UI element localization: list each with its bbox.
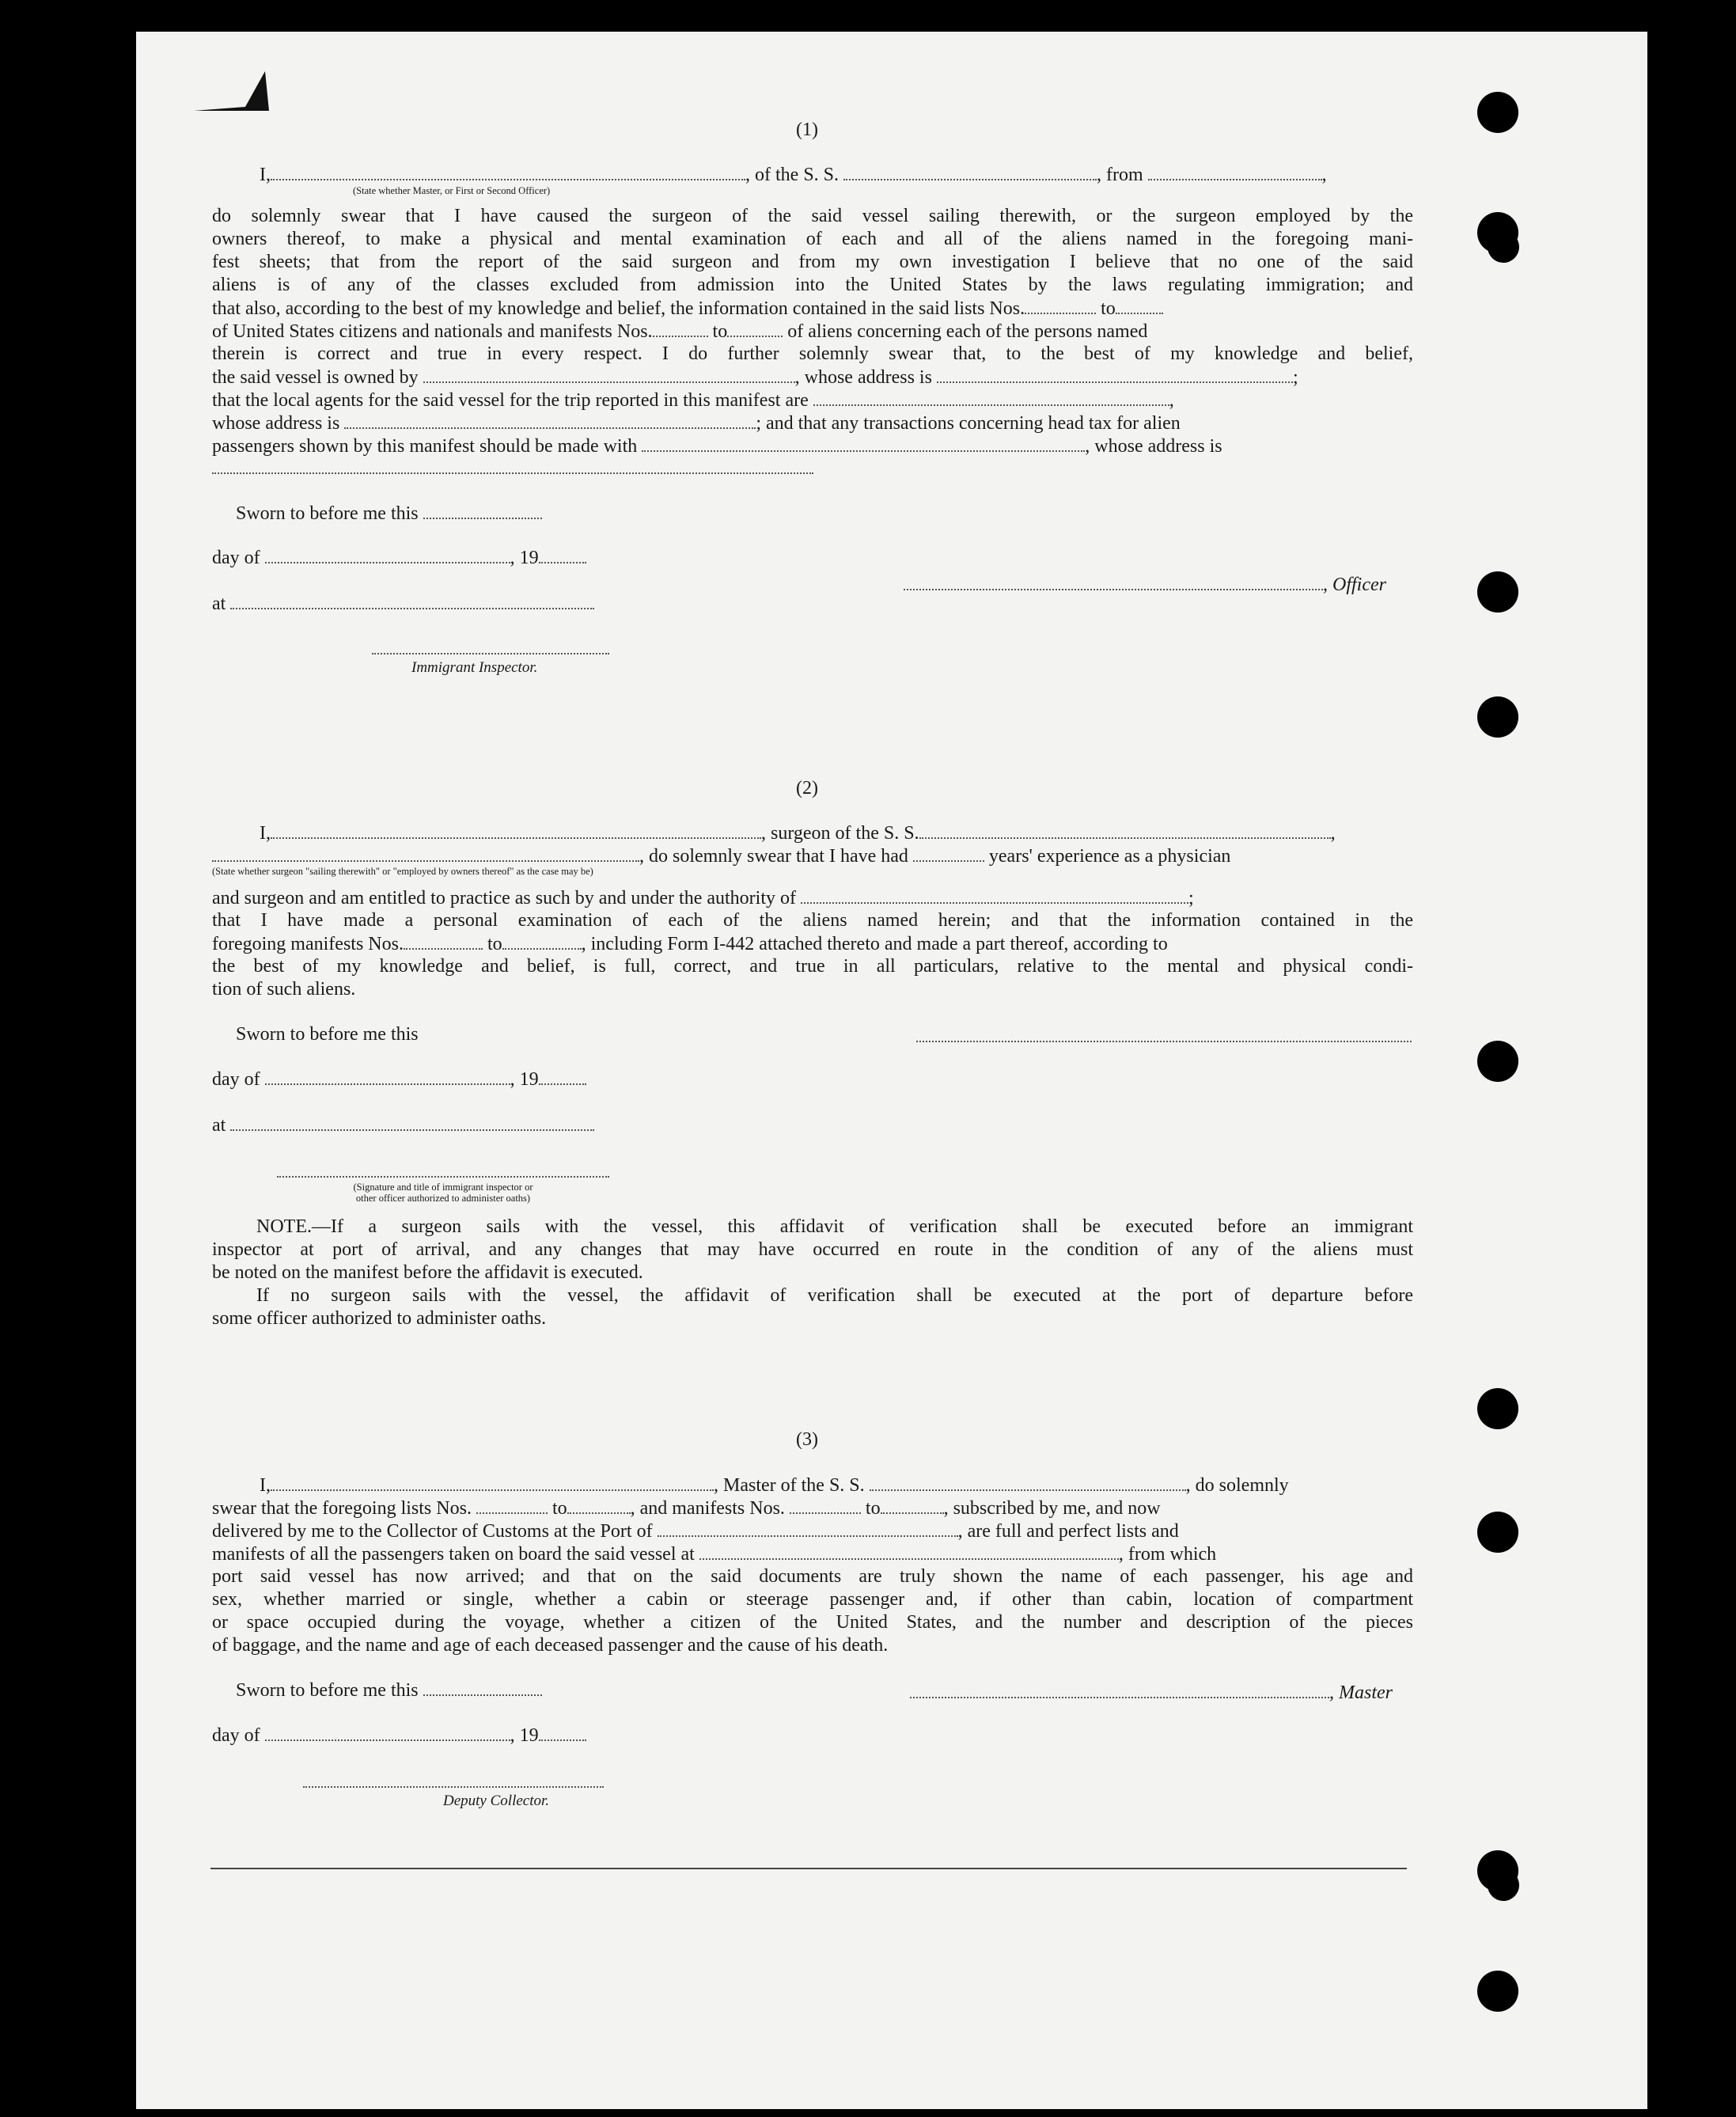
blank-line [212,472,813,474]
punch-hole [1477,1971,1518,2012]
section-2-day: day of , 19 [212,1068,586,1091]
signature-line [916,1041,1412,1042]
section-1-line: that also, according to the best of my knowledge and belief, the information contained in the said lists Nos. to [212,297,1163,321]
section-1-line: fest sheets; that from the report of the said surgeon and from my own investigation I believe that no one of the said [212,252,1413,272]
section-1-line: the said vessel is owned by , whose address is ; [212,367,1298,388]
section-2-number: (2) [796,778,818,799]
section-3-line: port said vessel has now arrived; and that on the said documents are truly shown the name of each passenger, his age and [212,1566,1413,1587]
section-1-officer: , Officer [904,573,1386,597]
section-3-day: day of , 19 [212,1724,586,1747]
section-2-line: , do solemnly swear that I have had years' experience as a physician [212,844,1230,868]
section-1-day: day of , 19 [212,546,586,570]
section-1-sworn: Sworn to before me this [236,502,542,525]
section-3-master: , Master [910,1681,1393,1705]
section-1-role-note: (State whether Master, or First or Second Officer) [353,185,551,196]
note-line: some officer authorized to administer oaths. [212,1308,547,1329]
signature-line [372,653,609,654]
punch-hole [1477,571,1518,613]
section-2-line: and surgeon and am entitled to practice as such by and under the authority of ; [212,888,1194,909]
section-1-line: whose address is ; and that any transactions concerning head tax for alien [212,413,1181,434]
note-line: If no surgeon sails with the vessel, the affidavit of verification shall be executed at the port of departure before [256,1285,1413,1306]
note-line: NOTE.—If a surgeon sails with the vessel, this affidavit of verification shall be executed before an immigrant [256,1216,1413,1237]
section-2-sworn: Sworn to before me this [236,1024,419,1045]
punch-hole [1477,696,1518,738]
section-2-line: tion of such aliens. [212,979,356,1000]
section-3-intro: I, , Master of the S. S. , do solemnly [260,1475,1289,1496]
signature-line [303,1786,604,1788]
section-1-at: at [212,592,594,616]
section-2-line: that I have made a personal examination of each of the aliens named herein; and that the information contained in the [212,910,1413,931]
section-3-line: of baggage, and the name and age of each deceased passenger and the cause of his death. [212,1635,889,1656]
section-2-intro: I, , surgeon of the S. S. , [260,823,1336,844]
section-1-line: therein is correct and true in every respect. I do further solemnly swear that, to the best of my knowledge and belief, [212,343,1413,364]
section-3-line: or space occupied during the voyage, whether a citizen of the United States, and the number and description of the pieces [212,1612,1413,1633]
punch-hole [1477,1041,1518,1082]
section-3-line: swear that the foregoing lists Nos. to , and manifests Nos. to , subscribed by me, and now [212,1498,1161,1519]
signature-note: (Signature and title of immigrant inspector or [353,1182,533,1193]
note-line: be noted on the manifest before the affidavit is executed. [212,1262,643,1283]
punch-hole [1477,92,1518,133]
section-3-line: sex, whether married or single, whether a cabin or steerage passenger and, if other than cabin, location of compartment [212,1589,1413,1610]
section-1-number: (1) [796,120,818,140]
section-3-number: (3) [796,1429,818,1450]
section-3-line: manifests of all the passengers taken on board the said vessel at , from which [212,1544,1217,1565]
section-2-at: at [212,1114,594,1137]
signature-note: other officer authorized to administer oaths) [355,1193,531,1204]
section-2-note: (State whether surgeon "sailing therewith" or "employed by owners thereof" as the case may be) [212,866,593,877]
punch-hole [1477,1388,1518,1429]
bottom-rule [210,1868,1407,1869]
punch-hole [1488,1869,1519,1901]
section-3-line: delivered by me to the Collector of Customs at the Port of , are full and perfect lists and [212,1521,1179,1542]
section-1-line: passengers shown by this manifest should be made with , whose address is [212,436,1222,457]
section-1-line: owners thereof, to make a physical and mental examination of each and all of the aliens named in the foregoing mani- [212,229,1413,249]
section-1-line: do solemnly swear that I have caused the surgeon of the said vessel sailing therewith, or the surgeon employed by the [212,206,1413,226]
corner-mark-icon [190,63,277,119]
section-1-intro: I, , of the S. S. , from , [260,165,1327,185]
section-2-line: foregoing manifests Nos. to , including Form I-442 attached thereto and made a part thereof, according to [212,934,1168,954]
section-3-sworn: Sworn to before me this [236,1679,542,1702]
section-2-line: the best of my knowledge and belief, is full, correct, and true in all particulars, relative to the mental and physical condi- [212,956,1413,977]
note-line: inspector at port of arrival, and any changes that may have occurred en route in the condition of any of the aliens must [212,1239,1413,1260]
section-1-line: that the local agents for the said vessel for the trip reported in this manifest are , [212,390,1174,411]
inspector-label: Immigrant Inspector. [411,659,538,676]
collector-label: Deputy Collector. [443,1793,550,1809]
section-1-line: of United States citizens and nationals and manifests Nos. to of aliens concerning each of the persons named [212,321,1148,342]
punch-hole [1488,231,1519,263]
punch-hole [1477,1512,1518,1553]
section-1-line: aliens is of any of the classes excluded from admission into the United States by the laws regulating immigration; and [212,275,1413,295]
signature-line [277,1176,609,1178]
